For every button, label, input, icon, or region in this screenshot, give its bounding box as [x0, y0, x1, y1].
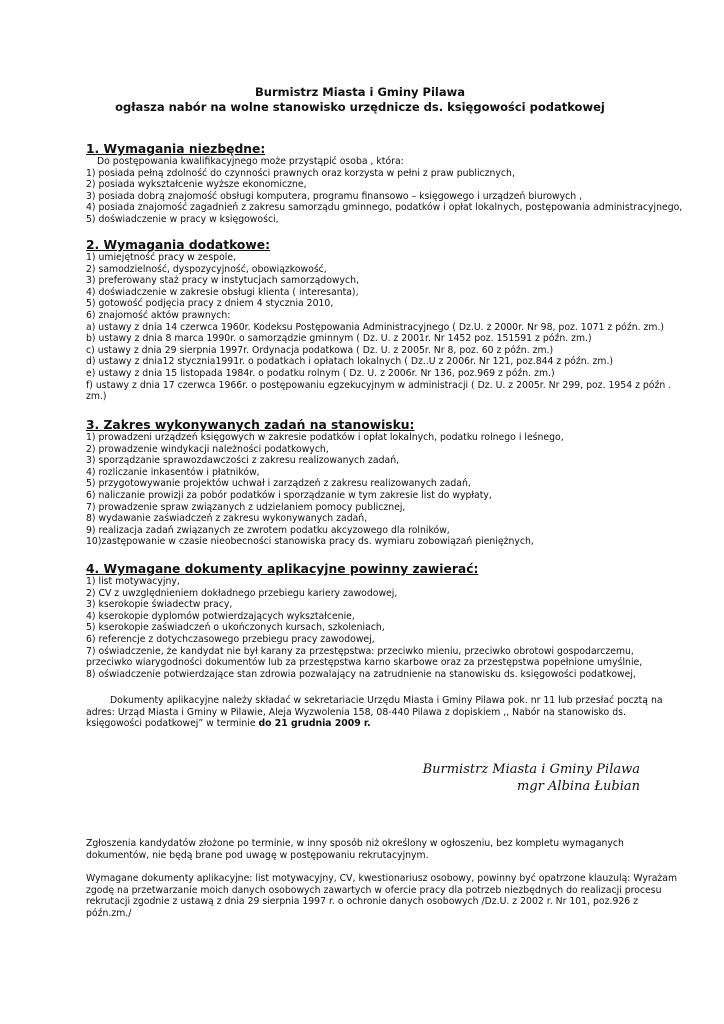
list-item: b) ustawy z dnia 8 marca 1990r. o samorządzie gminnym ( Dz. U. z 2001r. Nr 1452 poz. 151591 z późn. zm.) — [86, 333, 592, 345]
list-item: przeciwko wiarygodności dokumentów lub za przestępstwa karno skarbowe oraz za przestępstwa popełnione umyślnie, — [86, 657, 643, 669]
list-item: 2) CV z uwzględnieniem dokładnego przebiegu kariery zawodowej, — [86, 587, 398, 599]
submission-line: Dokumenty aplikacyjne należy składać w sekretariacie Urzędu Miasta i Gminy Pilawa pok. nr 11 lub przesłać pocztą na — [110, 695, 663, 706]
section2-list — [86, 252, 672, 403]
list-item: 7) prowadzenie spraw związanych z udzielaniem pomocy publicznej, — [86, 501, 406, 513]
list-item: 6) referencje z dotychczasowego przebiegu pracy zawodowej, — [86, 633, 375, 645]
list-item: 5) kserokopie zaświadczeń o ukończonych kursach, szkoleniach, — [86, 622, 385, 634]
section4-heading: 4. Wymagane dokumenty aplikacyjne powinny zawierać: — [86, 562, 479, 576]
document-title: Burmistrz Miasta i Gminy Pilawa — [255, 85, 465, 99]
list-item: 3) kserokopie świadectw pracy, — [86, 599, 233, 611]
list-item: 8) wydawanie zaświadczeń z zakresu wykonywanych zadań, — [86, 513, 368, 525]
list-item: 4) doświadczenie w zakresie obsługi klienta ( interesanta), — [86, 286, 359, 298]
list-item: 7) oświadczenie, że kandydat nie był karany za przestępstwa: przeciwko mieniu, przeciwko obrotowi gospodarczemu, — [86, 645, 634, 657]
section3-heading: 3. Zakres wykonywanych zadań na stanowisku: — [86, 418, 415, 432]
list-item: 3) posiada dobrą znajomość obsługi komputera, programu finansowo – księgowego i urządzeń biurowych , — [86, 190, 583, 202]
list-item: 5) doświadczenie w pracy w księgowości, — [86, 213, 279, 225]
list-item: 4) posiada znajomość zagadnień z zakresu samorządu gminnego, podatków i opłat lokalnych, postępowania administracyjnego, — [86, 202, 683, 214]
list-item: 8) oświadczenie potwierdzające stan zdrowia pozwalający na zatrudnienie na stanowisku ds. księgowości podatkowej, — [86, 668, 636, 680]
list-item: 2) posiada wykształcenie wyższe ekonomiczne, — [86, 179, 307, 191]
list-item: 6) naliczanie prowizji za pobór podatków i sporządzanie w tym zakresie list do wypłaty, — [86, 489, 492, 501]
list-item: 2) samodzielność, dyspozycyjność, obowiązkowość, — [86, 263, 327, 275]
list-item: 10)zastępowanie w czasie nieobecności stanowiska pracy ds. wymiaru zobowiązań pieniężnych, — [86, 536, 534, 548]
section3-list — [86, 432, 646, 548]
submission-text: księgowości podatkowej” w terminie — [86, 718, 259, 730]
document-subtitle: ogłasza nabór na wolne stanowisko urzędnicze ds. księgowości podatkowej — [115, 100, 605, 114]
submission-line: adres: Urząd Miasta i Gminy w Pilawie, Aleja Wyzwolenia 158, 08-440 Pilawa z dopiskiem ,, Nabór na stanowisko ds. — [86, 706, 626, 718]
list-item: c) ustawy z dnia 29 sierpnia 1997r. Ordynacja podatkowa ( Dz. U. z 2005r. Nr 8, poz. 60 z późn. zm.) — [86, 344, 554, 356]
list-item: 1) prowadzeni urządzeń księgowych w zakresie podatków i opłat lokalnych, podatku rolnego i leśnego, — [86, 432, 564, 443]
list-item: 3) preferowany staż pracy w instytucjach samorządowych, — [86, 275, 359, 287]
list-item: a) ustawy z dnia 14 czerwca 1960r. Kodeksu Postępowania Administracyjnego ( Dz.U. z 2000r. Nr 98, poz. 1071 z późn. zm.) — [86, 321, 665, 333]
list-item: 4) rozliczanie inkasentów i płatników, — [86, 466, 260, 478]
submission-paragraph — [86, 695, 663, 730]
note-line: dokumentów, nie będą brane pod uwagę w postępowaniu rekrutacyjnym. — [86, 849, 429, 861]
note-line: rekrutacji zgodnie z ustawą z dnia 29 sierpnia 1997 r. o ochronie danych osobowych /Dz.U. z 2002 r. Nr 101, poz.926 z — [86, 896, 639, 908]
submission-deadline: do 21 grudnia 2009 r. — [258, 718, 371, 730]
list-item: 5) przygotowywanie projektów uchwał i zarządzeń z zakresu realizowanych zadań, — [86, 478, 471, 490]
list-item: d) ustawy z dnia12 stycznia1991r. o podatkach i opłatach lokalnych ( Dz..U z 2006r. Nr 121, poz.844 z późn. zm.) — [86, 356, 614, 368]
section1-intro: Do postępowania kwalifikacyjnego może przystąpić osoba , która: — [97, 156, 404, 167]
list-item: 2) prowadzenie windykacji należności podatkowych, — [86, 443, 329, 455]
list-item: e) ustawy z dnia 15 listopada 1984r. o podatku rolnym ( Dz. U. z 2006r. Nr 136, poz.969 z późn. zm.) — [86, 367, 555, 379]
section2-heading: 2. Wymagania dodatkowe: — [86, 238, 270, 252]
list-item: 1) posiada pełną zdolność do czynności prawnych oraz korzysta w pełni z praw publicznych, — [86, 167, 515, 179]
note-line: zgodę na przetwarzanie moich danych osobowych zawartych w ofercie pracy dla potrzeb niezbędnych do realizacji procesu — [86, 884, 662, 896]
section4-list — [86, 576, 646, 680]
late-submission-note — [86, 838, 646, 861]
submission-line — [86, 718, 646, 730]
list-item: 1) umiejętność pracy w zespole, — [86, 252, 237, 263]
note-line: późn.zm./ — [86, 907, 132, 919]
list-item: 9) realizacja zadań związanych ze zwrotem podatku akcyzowego dla rolników, — [86, 524, 450, 536]
consent-clause-note — [86, 873, 678, 919]
section1-list — [86, 156, 683, 226]
signature-block — [423, 761, 640, 795]
list-item: f) ustawy z dnia 17 czerwca 1966r. o postępowaniu egzekucyjnym w administracji ( Dz. U. z 2005r. Nr 299, poz. 1954 z późn . — [86, 379, 672, 391]
signature-title: Burmistrz Miasta i Gminy Pilawa — [422, 762, 640, 777]
note-line: Zgłoszenia kandydatów złożone po terminie, w inny sposób niż określony w ogłoszeniu, bez kompletu wymaganych — [86, 838, 624, 849]
list-item: 1) list motywacyjny, — [86, 576, 180, 587]
note-line: Wymagane dokumenty aplikacyjne: list motywacyjny, CV, kwestionariusz osobowy, powinny być opatrzone klauzulą: Wyrażam — [86, 873, 678, 884]
list-item: 5) gotowość podjęcia pracy z dniem 4 stycznia 2010, — [86, 298, 334, 310]
list-item: 3) sporządzanie sprawozdawczości z zakresu realizowanych zadań, — [86, 455, 400, 467]
list-item: 4) kserokopie dyplomów potwierdzających wykształcenie, — [86, 610, 355, 622]
list-item: 6) znajomość aktów prawnych: — [86, 309, 231, 321]
section1-heading: 1. Wymagania niezbędne: — [86, 142, 266, 156]
list-item: zm.) — [86, 391, 107, 403]
signature-name: mgr Albina Łubian — [517, 779, 640, 794]
